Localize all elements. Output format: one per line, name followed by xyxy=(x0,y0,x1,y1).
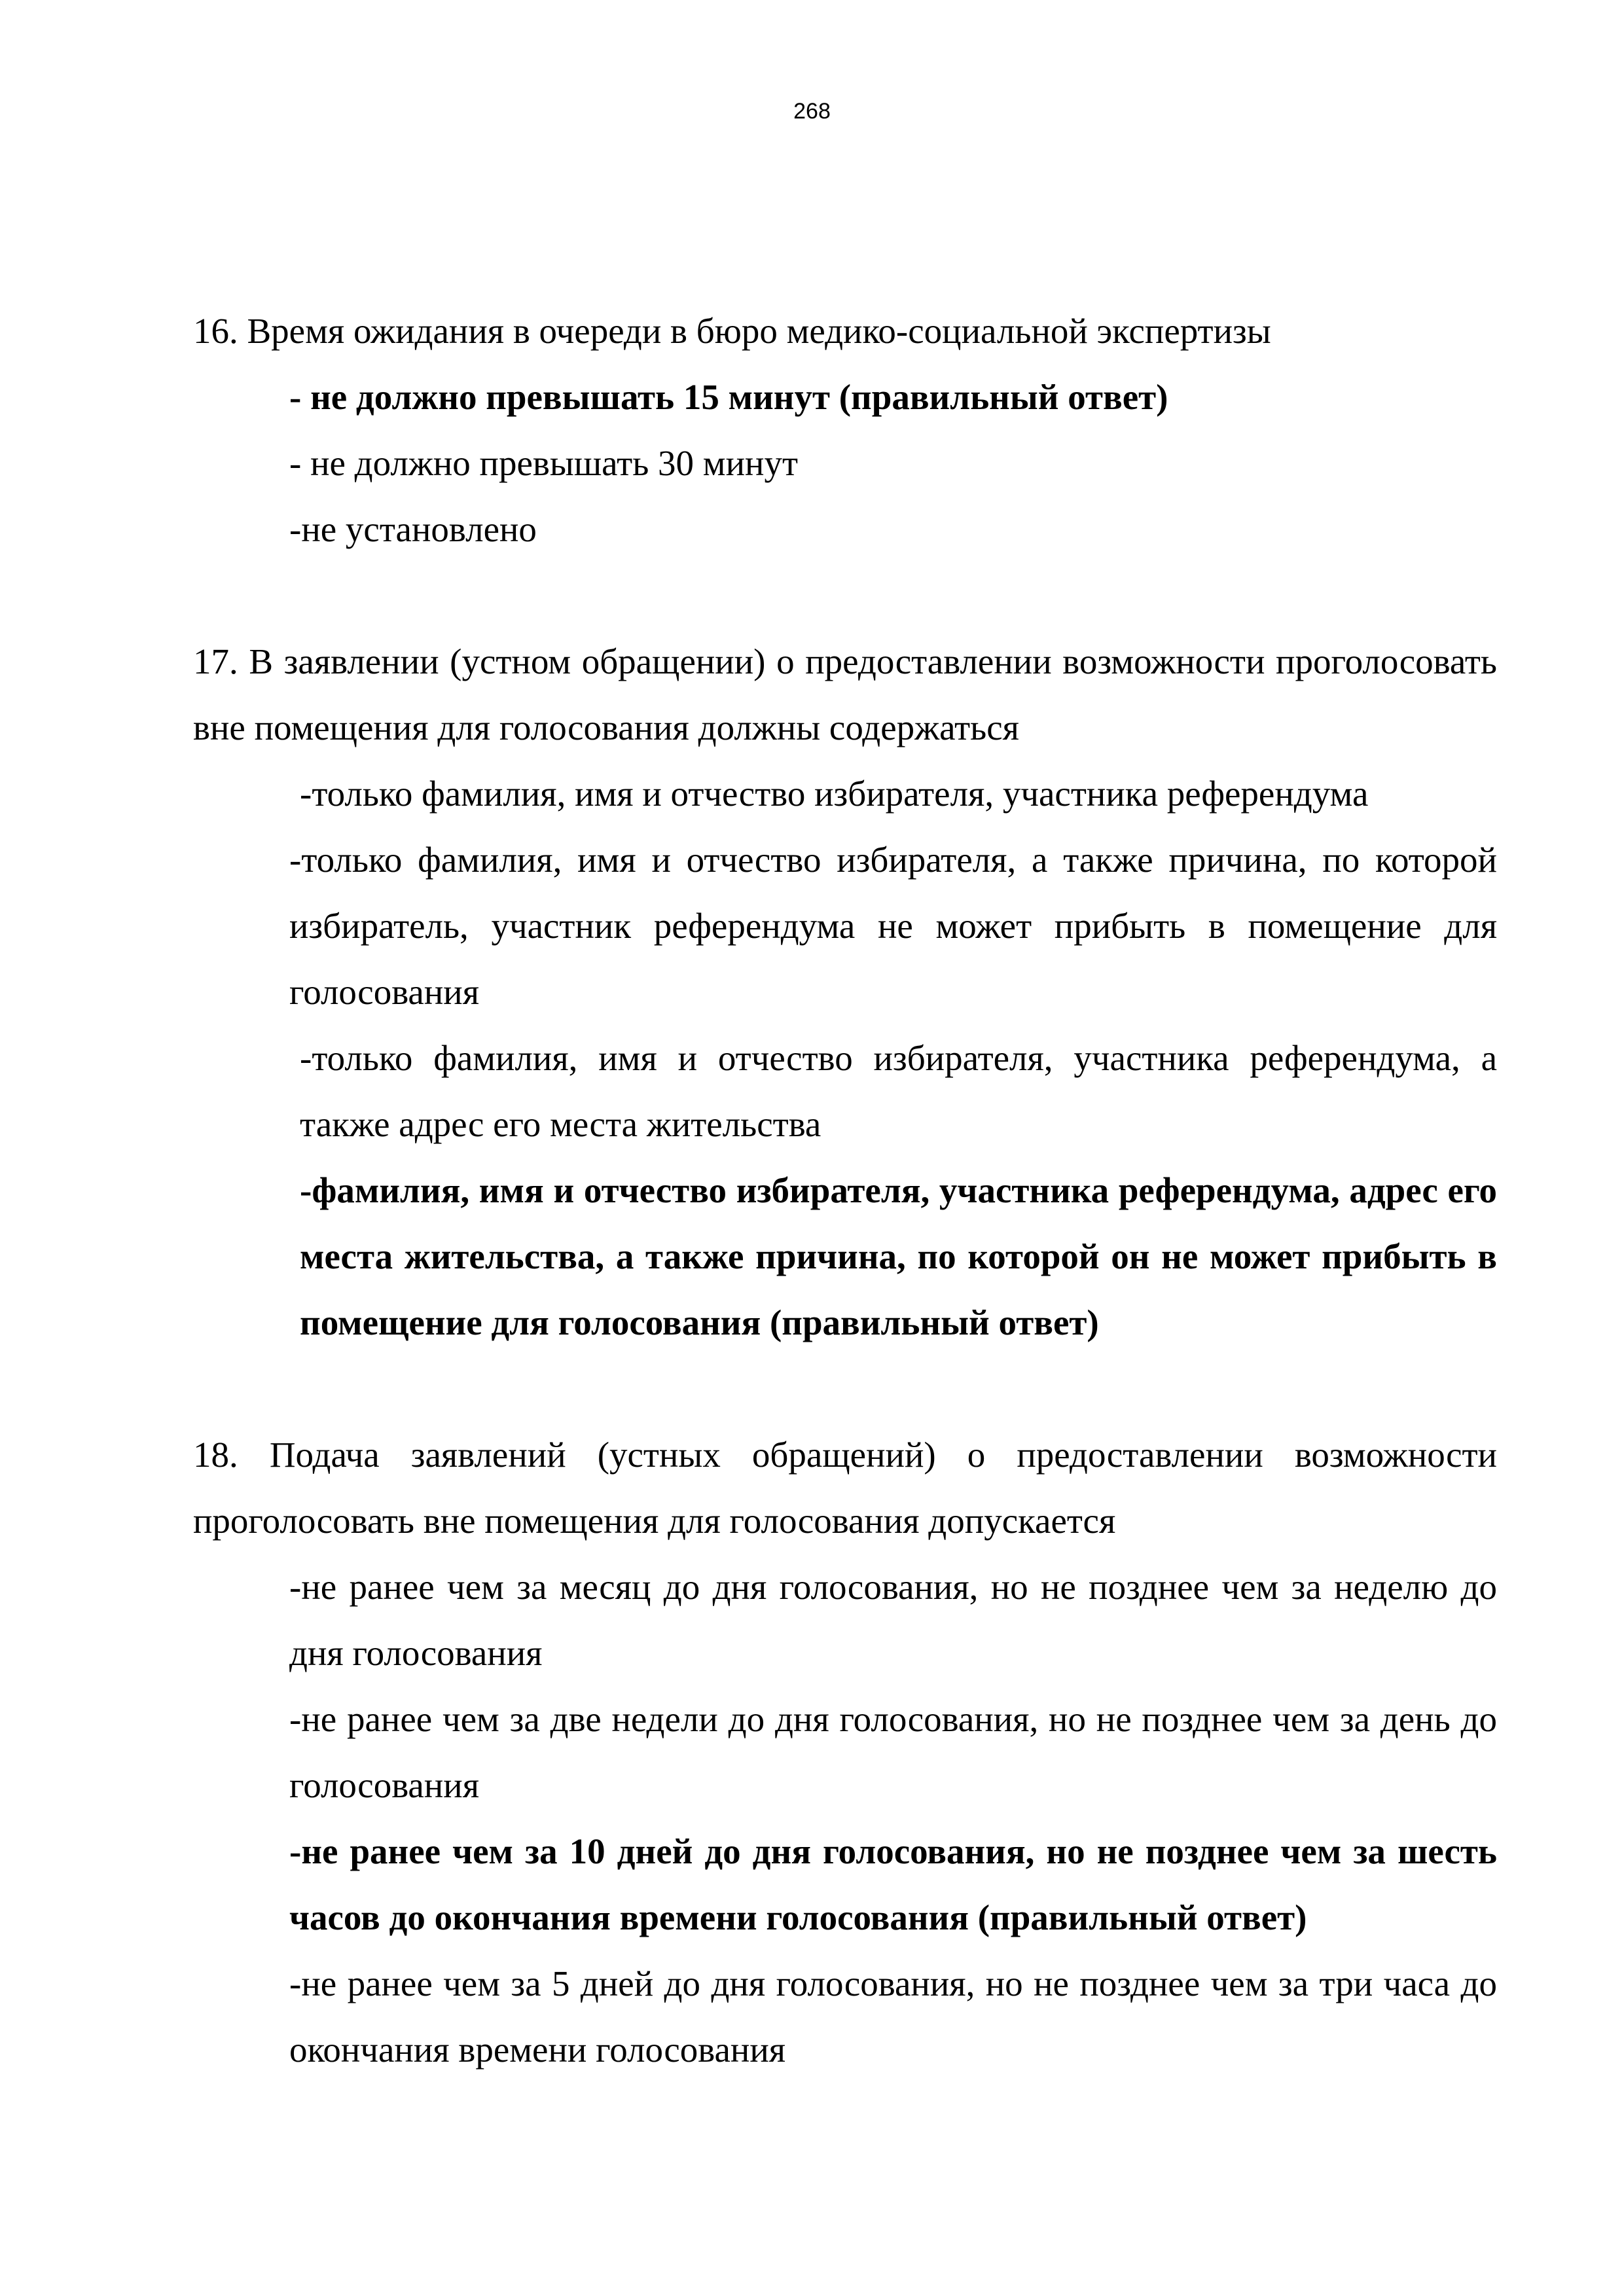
answer-option: -только фамилия, имя и отчество избирателя, участника референдума, а также адрес его места жительства xyxy=(300,1038,1497,1144)
answer-option: - не должно превышать 30 минут xyxy=(289,443,798,483)
question-text: 18. Подача заявлений (устных обращений) о предоставлении возможности проголосовать вне помещения для голосования допускается xyxy=(193,1435,1497,1541)
question-text: 17. В заявлении (устном обращении) о предоставлении возможности проголосовать вне помещения для голосования должны содержаться xyxy=(193,641,1497,747)
answer-option: -только фамилия, имя и отчество избирателя, участника референдума xyxy=(300,774,1369,814)
document-body xyxy=(193,298,1497,2083)
answer-option-correct: -не ранее чем за 10 дней до дня голосования, но не позднее чем за шесть часов до окончания времени голосования (правильный ответ) xyxy=(289,1831,1497,1937)
answer-option: -не ранее чем за 5 дней до дня голосования, но не позднее чем за три часа до окончания времени голосования xyxy=(289,1964,1497,2070)
answer-list xyxy=(193,364,1497,562)
answer-option: -не установлено xyxy=(289,509,537,549)
page-number: 268 xyxy=(793,99,831,124)
question-16 xyxy=(193,298,1497,562)
block-spacer xyxy=(193,1355,1497,1422)
answer-option-correct: - не должно превышать 15 минут (правильный ответ) xyxy=(289,377,1168,417)
question-18 xyxy=(193,1422,1497,2083)
answer-option: -не ранее чем за месяц до дня голосования, но не позднее чем за неделю до дня голосования xyxy=(289,1567,1497,1673)
question-text: 16. Время ожидания в очереди в бюро медико-социальной экспертизы xyxy=(193,311,1271,351)
answer-list xyxy=(193,761,1497,1355)
question-17 xyxy=(193,628,1497,1355)
block-spacer xyxy=(193,562,1497,628)
answer-list xyxy=(193,1554,1497,2083)
answer-option: -не ранее чем за две недели до дня голосования, но не позднее чем за день до голосования xyxy=(289,1699,1497,1805)
answer-option: -только фамилия, имя и отчество избирателя, а также причина, по которой избиратель, участник референдума не может прибыть в помещение для голосования xyxy=(289,840,1497,1012)
answer-option-correct: -фамилия, имя и отчество избирателя, участника референдума, адрес его места жительства, а также причина, по которой он не может прибыть в помещение для голосования (правильный ответ) xyxy=(300,1170,1497,1342)
